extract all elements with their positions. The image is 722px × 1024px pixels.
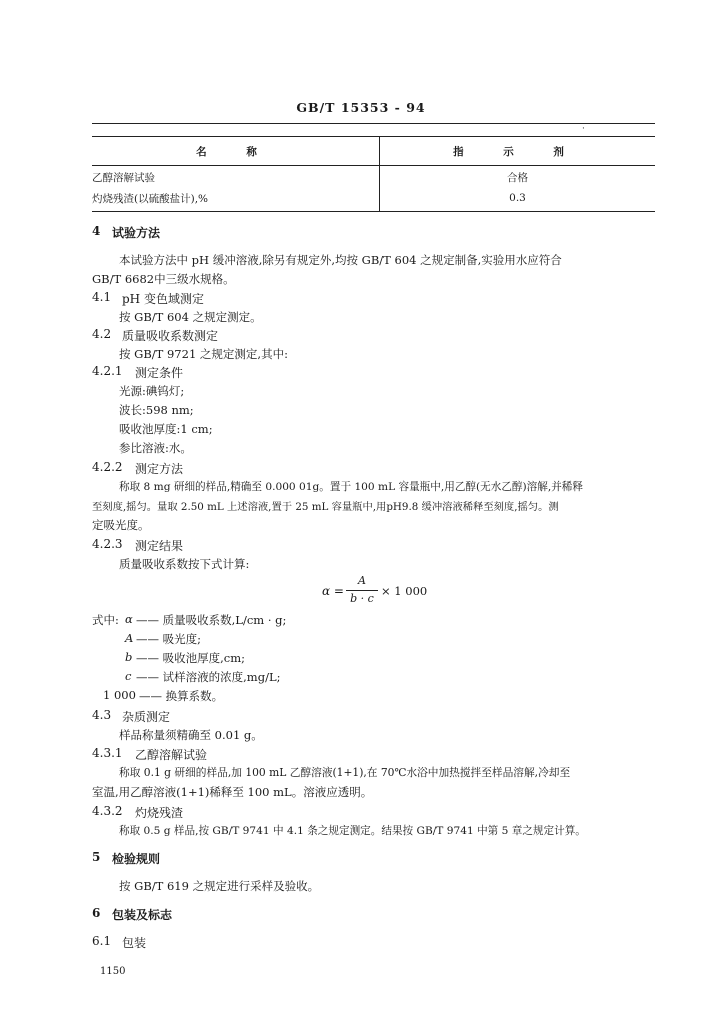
variable-symbol: b	[125, 650, 133, 664]
document-header: GB/T 15353 - 94	[296, 100, 426, 115]
variable-symbol: A	[125, 631, 134, 645]
section-4-2-title: 质量吸收系数测定	[122, 329, 219, 343]
section-5-title: 检验规则	[112, 852, 161, 866]
section-4-body-line: 本试验方法中 pH 缓冲溶液,除另有规定外,均按 GB/T 604 之规定制备,实验用水应符合	[119, 253, 562, 267]
section-6-1-title: 包装	[122, 936, 147, 950]
variable-description: —— 质量吸收系数,L/cm · g;	[136, 613, 287, 627]
table-cell-name: 灼烧残渣(以硫酸盐计),%	[92, 187, 380, 212]
condition-item: 波长:598 nm;	[119, 403, 194, 417]
section-4-1-title: pH 变色域测定	[122, 292, 204, 306]
section-4-3-1-body-line: 室温,用乙醇溶液(1+1)稀释至 100 mL。溶液应透明。	[92, 785, 373, 799]
table-cell-name: 乙醇溶解试验	[92, 171, 155, 184]
section-4-number: 4	[92, 224, 101, 238]
section-4-3-2-number: 4.3.2	[92, 804, 123, 818]
formula-rhs: × 1 000	[381, 584, 428, 598]
table-row	[92, 187, 655, 212]
section-4-2-1-title: 测定条件	[135, 366, 184, 380]
table-header-indicator: 指 示 剂	[380, 137, 656, 166]
variable-symbol: α	[125, 612, 133, 626]
section-4-3-1-title: 乙醇溶解试验	[135, 748, 208, 762]
variable-description: —— 换算系数。	[139, 689, 224, 703]
formula-fraction-bar	[346, 590, 378, 591]
section-4-2-2-title: 测定方法	[135, 462, 184, 476]
table-header-row	[92, 137, 655, 166]
section-4-3-1-body-line: 称取 0.1 g 研细的样品,加 100 mL 乙醇溶液(1+1),在 70℃水浴中加热搅拌至样品溶解,冷却至	[119, 766, 571, 779]
section-4-3-2-title: 灼烧残渣	[135, 806, 184, 820]
where-label: 式中:	[92, 613, 119, 627]
table-row	[92, 166, 655, 188]
section-4-1-body: 按 GB/T 604 之规定测定。	[119, 310, 262, 324]
condition-item: 参比溶液:水。	[119, 441, 192, 455]
section-4-2-2-number: 4.2.2	[92, 460, 123, 474]
section-4-3-body: 样品称量须精确至 0.01 g。	[119, 728, 263, 742]
section-4-2-number: 4.2	[92, 327, 112, 341]
table-header-name: 名 称	[92, 137, 380, 166]
section-5-body: 按 GB/T 619 之规定进行采样及验收。	[119, 879, 320, 893]
section-4-3-1-number: 4.3.1	[92, 746, 123, 760]
section-4-2-3-number: 4.2.3	[92, 537, 123, 551]
condition-item: 光源:碘钨灯;	[119, 384, 185, 398]
section-6-1-number: 6.1	[92, 934, 112, 948]
section-4-2-2-body-line: 称取 8 mg 研细的样品,精确至 0.000 01g。置于 100 mL 容量瓶中,用乙醇(无水乙醇)溶解,并稀释	[119, 481, 583, 493]
section-4-1-number: 4.1	[92, 290, 112, 304]
section-6-number: 6	[92, 906, 101, 920]
formula-denominator: b · c	[350, 592, 374, 605]
variable-description: —— 吸光度;	[136, 632, 202, 646]
section-4-2-2-body-line: 定吸光度。	[92, 518, 150, 532]
table-cell-value: 合格	[380, 166, 656, 188]
page-number: 1150	[100, 966, 126, 977]
variable-description: —— 吸收池厚度,cm;	[136, 651, 246, 665]
section-4-2-1-number: 4.2.1	[92, 364, 123, 378]
section-4-body-line: GB/T 6682中三级水规格。	[92, 272, 235, 286]
table-cell-value: 0.3	[380, 187, 656, 212]
formula-numerator: A	[358, 574, 366, 587]
spec-table	[92, 136, 655, 212]
formula-lhs: α =	[322, 584, 344, 598]
variable-description: —— 试样溶液的浓度,mg/L;	[136, 670, 281, 684]
section-4-2-2-body-line: 至刻度,摇匀。量取 2.50 mL 上述溶液,置于 25 mL 容量瓶中,用pH9.8 缓冲溶液稀释至刻度,摇匀。测	[92, 501, 559, 513]
scan-mark: ·	[582, 124, 585, 134]
variable-symbol: 1 000	[103, 688, 136, 702]
section-4-2-3-body: 质量吸收系数按下式计算:	[119, 557, 250, 571]
section-4-3-title: 杂质测定	[122, 710, 171, 724]
section-6-title: 包装及标志	[112, 908, 173, 922]
section-4-2-body: 按 GB/T 9721 之规定测定,其中:	[119, 347, 288, 361]
section-4-title: 试验方法	[112, 226, 161, 240]
condition-item: 吸收池厚度:1 cm;	[119, 422, 213, 436]
variable-symbol: c	[125, 669, 132, 683]
header-rule	[92, 123, 655, 124]
section-5-number: 5	[92, 850, 101, 864]
section-4-3-2-body: 称取 0.5 g 样品,按 GB/T 9741 中 4.1 条之规定测定。结果按 GB/T 9741 中第 5 章之规定计算。	[119, 825, 586, 837]
section-4-3-number: 4.3	[92, 708, 112, 722]
section-4-2-3-title: 测定结果	[135, 539, 184, 553]
